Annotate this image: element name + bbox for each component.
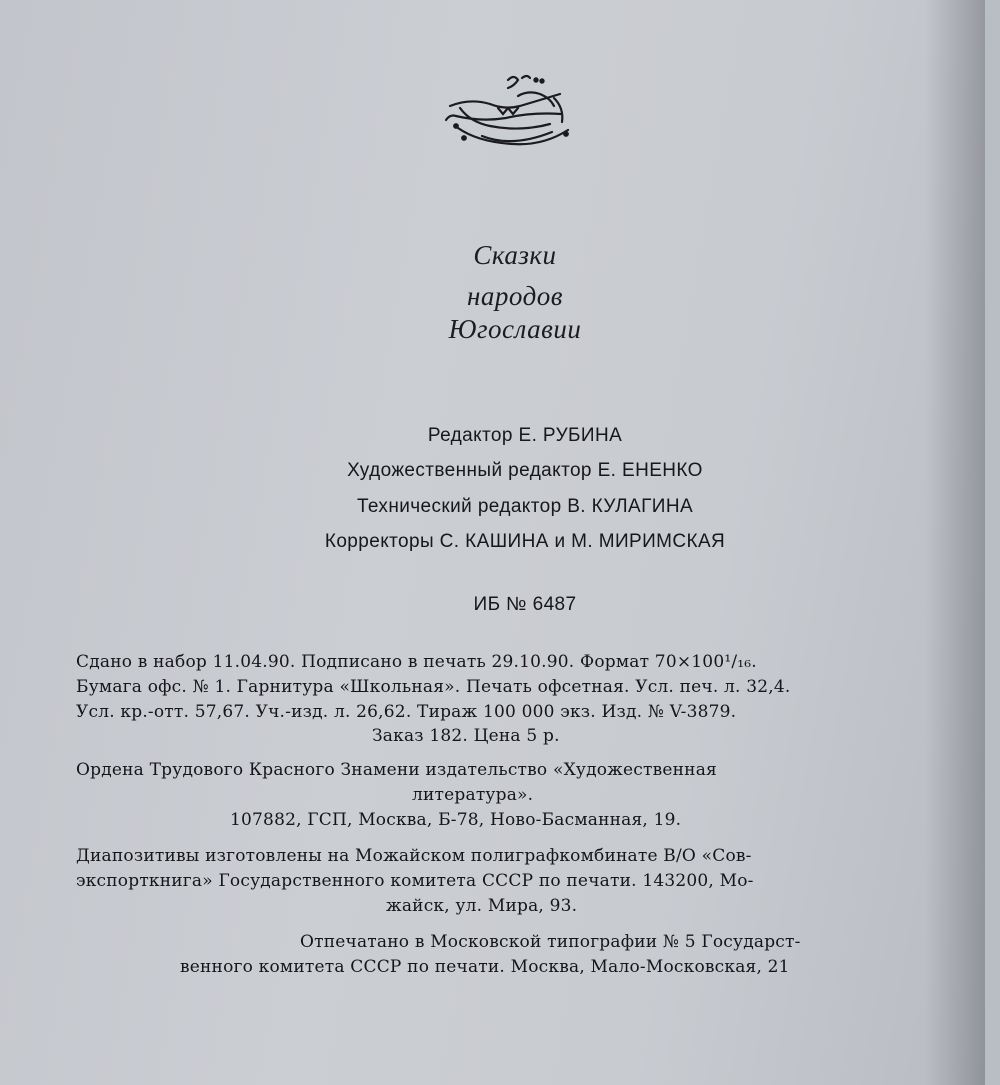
book-title-line-1: Сказки xyxy=(473,240,557,270)
book-title-line-3: Югославии xyxy=(448,314,582,344)
diapositives-line: экспорткнига» Государственного комитета СССР по печати. 143200, Мо- xyxy=(76,871,754,891)
book-title-line-2: народов xyxy=(467,281,563,311)
printed-line: венного комитета СССР по печати. Москва, Мало-Московская, 21 xyxy=(180,957,790,977)
printed-line: Отпечатано в Московской типографии № 5 Государст- xyxy=(300,932,801,952)
print-info-line: Бумага офс. № 1. Гарнитура «Школьная». Печать офсетная. Усл. печ. л. 32,4. xyxy=(76,677,791,697)
print-info-line: Усл. кр.-отт. 57,67. Уч.-изд. л. 26,62. Тираж 100 000 экз. Изд. № V-3879. xyxy=(76,702,737,722)
page-edge-shadow xyxy=(925,0,985,1085)
diapositives-line: Диапозитивы изготовлены на Можайском полиграфкомбинате В/О «Сов- xyxy=(76,846,752,866)
art-editor-credit: Художественный редактор Е. ЕНЕНКО xyxy=(347,460,703,481)
ib-number: ИБ № 6487 xyxy=(473,594,577,615)
diapositives-line: жайск, ул. Мира, 93. xyxy=(386,896,578,916)
proofreaders-credit: Корректоры С. КАШИНА и М. МИРИМСКАЯ xyxy=(324,531,726,552)
editor-credit: Редактор Е. РУБИНА xyxy=(427,425,623,446)
publisher-line: Ордена Трудового Красного Знамени издательство «Художественная xyxy=(76,760,717,780)
publisher-address: 107882, ГСП, Москва, Б-78, Ново-Басманная, 19. xyxy=(230,810,682,830)
print-info-line: Заказ 182. Цена 5 р. xyxy=(372,726,560,746)
tech-editor-credit: Технический редактор В. КУЛАГИНА xyxy=(356,496,694,517)
print-info-line: Сдано в набор 11.04.90. Подписано в печать 29.10.90. Формат 70×100¹/₁₆. xyxy=(76,652,757,672)
publisher-line: литература». xyxy=(412,785,534,805)
horse-icon xyxy=(438,68,583,163)
